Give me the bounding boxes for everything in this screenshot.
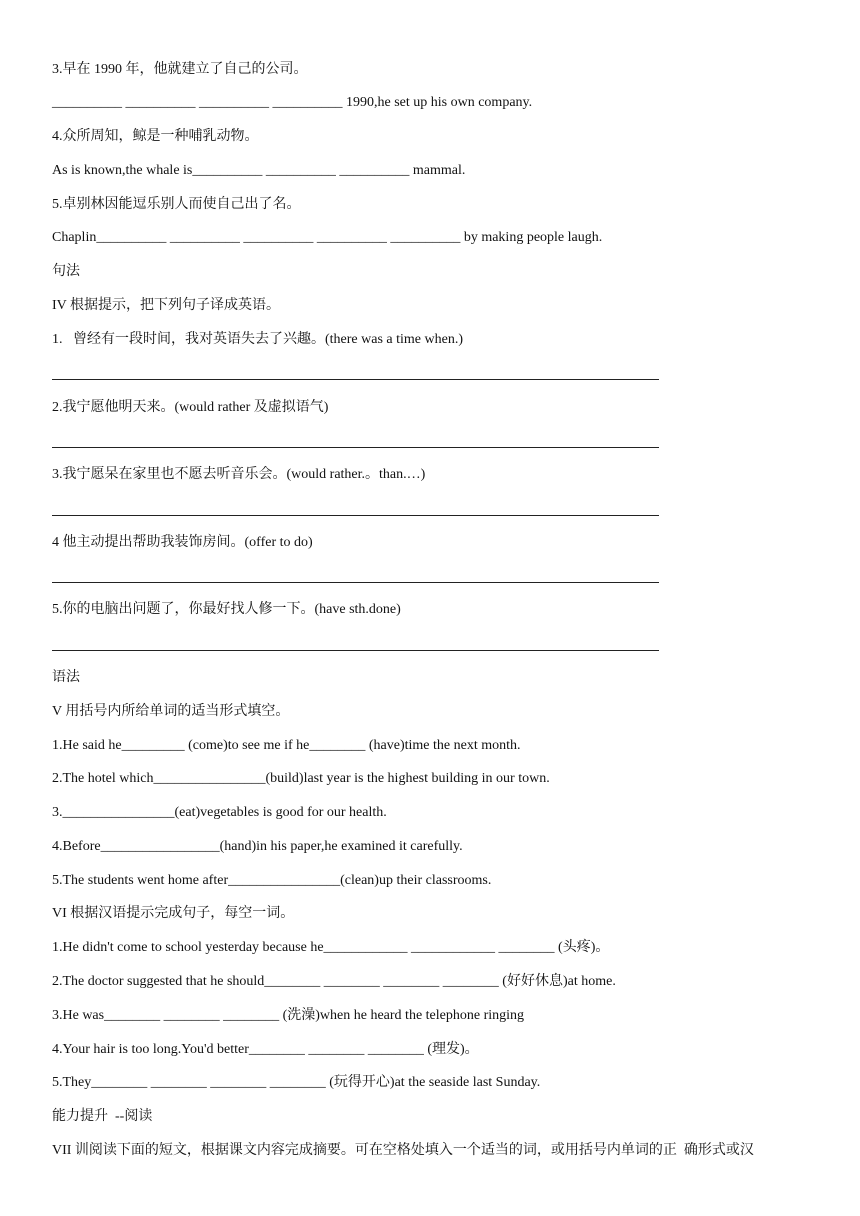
text-line: 5.They________ ________ ________ ________ (玩得开心)at the seaside last Sunday.: [52, 1075, 541, 1090]
text-line: __________ __________ __________ __________ 1990,he set up his own company.: [52, 95, 533, 110]
text-line: 3.早在 1990 年，他就建立了自己的公司。: [52, 62, 308, 77]
section-heading: V 用括号内所给单词的适当形式填空。: [52, 704, 290, 719]
text-line: 4 他主动提出帮助我装饰房间。(offer to do): [52, 535, 313, 550]
text-line: 2.The hotel which________________(build)last year is the highest building in our town.: [52, 771, 550, 786]
text-line: 2.我宁愿他明天来。(would rather 及虚拟语气): [52, 400, 329, 415]
text-line: 5.卓别林因能逗乐别人而使自己出了名。: [52, 197, 301, 212]
text-line: VII 训阅读下面的短文，根据课文内容完成摘要。可在空格处填入一个适当的词，或用括号内单词的正 确形式或汉: [52, 1143, 754, 1158]
text-line: Chaplin__________ __________ __________ __________ __________ by making people laugh.: [52, 230, 603, 245]
answer-line: [52, 447, 659, 448]
text-line: 3.________________(eat)vegetables is good for our health.: [52, 805, 387, 820]
answer-line: [52, 379, 659, 380]
text-line: 4.Before_________________(hand)in his paper,he examined it carefully.: [52, 839, 463, 854]
section-heading: 能力提升 --阅读: [52, 1109, 153, 1124]
text-line: As is known,the whale is__________ __________ __________ mammal.: [52, 163, 466, 178]
section-heading: 语法: [52, 670, 80, 685]
text-line: 1. 曾经有一段时间，我对英语失去了兴趣。(there was a time when.): [52, 332, 463, 347]
answer-line: [52, 515, 659, 516]
answer-line: [52, 650, 659, 651]
answer-line: [52, 582, 659, 583]
section-heading: 句法: [52, 264, 80, 279]
text-line: 3.我宁愿呆在家里也不愿去听音乐会。(would rather.。than.…): [52, 467, 426, 482]
text-line: 1.He said he_________ (come)to see me if he________ (have)time the next month.: [52, 738, 521, 753]
text-line: 4.Your hair is too long.You'd better________ ________ ________ (理发)。: [52, 1042, 479, 1057]
text-line: 4.众所周知，鲸是一种哺乳动物。: [52, 129, 259, 144]
text-line: 1.He didn't come to school yesterday because he____________ ____________ ________ (头疼)。: [52, 940, 610, 955]
text-line: 3.He was________ ________ ________ (洗澡)when he heard the telephone ringing: [52, 1008, 525, 1023]
text-line: 2.The doctor suggested that he should________ ________ ________ ________ (好好休息)at home.: [52, 974, 616, 989]
section-heading: IV 根据提示，把下列句子译成英语。: [52, 298, 281, 313]
text-line: 5.The students went home after________________(clean)up their classrooms.: [52, 873, 492, 888]
section-heading: VI 根据汉语提示完成句子，每空一词。: [52, 906, 295, 921]
text-line: 5.你的电脑出问题了，你最好找人修一下。(have sth.done): [52, 602, 401, 617]
